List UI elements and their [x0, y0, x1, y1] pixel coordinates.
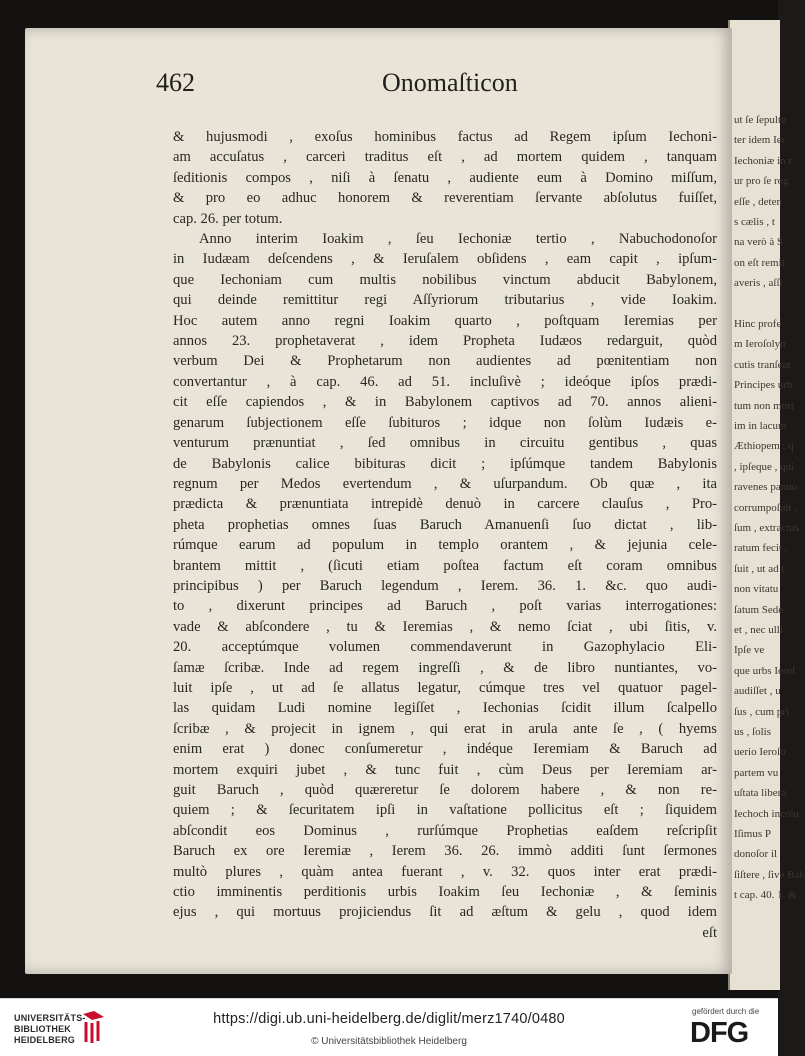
- text-line: prædicta & prænuntiata intrepidè denuò in carcere clauſus , Pro-: [173, 496, 717, 513]
- text-line: ſcribæ , & projecit in ignem , qui erat in arula ante ſe , ( hyems: [173, 720, 717, 737]
- facing-page-fragment: donoſor il: [734, 848, 778, 861]
- text-line: brantem mittit , (ſicuti etiam poſtea factum eſt coram omnibus: [173, 557, 717, 574]
- text-line: to , dixerunt principes ad Baruch , poſt varias interrogationes:: [173, 598, 717, 615]
- facing-page-fragment: ut ſe ſepultu: [734, 114, 787, 126]
- facing-page-fragment: ter idem Ier: [734, 134, 786, 147]
- library-name-line1: UNIVERSITÄTS-: [14, 1013, 86, 1023]
- text-line: Baruch ex ore Ieremiæ , Ierem 36. 26. immò additi ſunt ſermones: [173, 843, 717, 860]
- funding-label: gefördert durch die: [692, 1007, 760, 1016]
- text-line: multò plures , quàm antea fuerant , v. 32. quos inter erat prædi-: [173, 863, 717, 880]
- facing-page-fragment: eſſe , deten: [734, 195, 782, 208]
- text-line: pheta prophetias omnes ſuas Baruch Amanuenſi ſuo dictat , lib-: [173, 516, 717, 533]
- text-line: eſt: [702, 924, 717, 941]
- text-line: verbum Dei & Prophetarum non audientes ad pœnitentiam non: [173, 353, 717, 370]
- facing-page-fragment: cutis tranſeat: [734, 358, 791, 371]
- facing-page-fragment: Iechoniæ in r: [734, 154, 793, 167]
- facing-page-fragment: que urbs Ieroſ: [734, 664, 796, 677]
- facing-page-fragment: na verò à S: [734, 236, 784, 249]
- copyright-notice: © Universitätsbibliothek Heidelberg: [311, 1036, 467, 1047]
- facing-page-fragment: ſuit , ut ad (: [734, 562, 786, 575]
- text-line: ejus , qui mortuus projiciendus ſit ad æſtum & gelu , quod idem: [173, 904, 717, 921]
- facing-page-fragment: Ipſe ve: [734, 644, 765, 657]
- running-head: Onomaſticon: [382, 68, 518, 97]
- text-line: ctio imminentis perditionis urbis Ioakim ſeu Iechoniæ , & ſeminis: [173, 884, 717, 901]
- facing-page-fragment: t cap. 40. 1. &: [734, 889, 797, 902]
- text-line: cap. 26. per totum.: [173, 210, 283, 227]
- facing-page-fragment: ſum , extractus: [734, 522, 800, 534]
- text-line: am accuſatus , carceri traditus eſt , ad mortem quidem , tanquam: [173, 149, 717, 166]
- text-line: quiem ; & ſecuritatem ipſi in vaſtatione pollicitus eſt ; ſiquidem: [173, 802, 717, 819]
- text-line: ſeditionis compos , niſi à ſenatu , audiente eum à Domino miſſum,: [173, 169, 717, 186]
- text-line: cit eſſe capiendos , & in Babylonem captivos ad 70. annos alieni-: [173, 394, 717, 411]
- text-line: las quidam Ludi nomine legiſſet , Iechonias ſcidit illum ſcalpello: [173, 700, 717, 717]
- facing-page-fragment: tum non mort: [734, 399, 794, 412]
- facing-page-fragment: ur pro ſe rog: [734, 175, 789, 188]
- facing-page-fragment: s cælis , t: [734, 216, 775, 228]
- text-line: qui deinde remittitur regi Aſſyriorum tributarius , vide Ioakim.: [173, 292, 717, 309]
- viewer-footer: [0, 998, 778, 1056]
- facing-page-fragment: et , nec ulli: [734, 624, 783, 636]
- facing-page-fragment: Æthiopem , q: [734, 440, 794, 453]
- text-line: regnum per Medos evertendum , & uſurpandum. Ob quæ , ita: [173, 475, 717, 492]
- text-line: & pro eo adhuc honorem & reverentiam ſervante abſolutus fuiſſet,: [173, 190, 717, 207]
- facing-page-fragment: m Ieroſolyn: [734, 338, 786, 351]
- facing-page-fragment: ratum fecit ,: [734, 542, 788, 555]
- facing-page-edge: [728, 20, 805, 990]
- facing-page-fragment: uerio Ieroſo: [734, 746, 786, 759]
- facing-page-fragment: corrumpoſuit ,: [734, 501, 797, 514]
- text-line: enim erat ) donec conſumeretur , indéque Ieremiam & Baruch ad: [173, 741, 717, 758]
- text-line: ſamæ ſcribæ. Inde ad regem ingreſſi , & de libro nuntiantes, vo-: [173, 659, 717, 676]
- text-line: Anno interim Ioakim , ſeu Iechoniæ tertio , Nabuchodonoſor: [199, 231, 717, 248]
- facing-page-fragment: ſus , cum pri: [734, 705, 789, 718]
- text-line: luit ipſe , ut ad ſe allatus legatur, cúmque tres vel quatuor pagel-: [173, 679, 717, 696]
- facing-page-fragment: , ipſeque , qui: [734, 460, 795, 473]
- facing-page-fragment: ſiſtere , ſive Bab: [734, 868, 805, 881]
- text-line: & hujusmodi , exoſus hominibus factus ad Regem ipſum Iechoni-: [173, 129, 717, 145]
- text-line: de Babylonis calice bibituras dicit ; ipſúmque tandem Babylonis: [173, 455, 717, 472]
- facing-page-fragment: averis , aſſi: [734, 277, 783, 290]
- facing-page-fragment: Iſimus P: [734, 828, 771, 840]
- permalink-url[interactable]: https://digi.ub.uni-heidelberg.de/diglit/merz1740/0480: [213, 1011, 565, 1027]
- facing-page-fragment: im in lacum: [734, 420, 787, 432]
- text-line: rúmque earum ad populum in templo orantem , & jejunia cele-: [173, 537, 717, 554]
- book-page: [25, 28, 732, 974]
- text-line: in Iudæam deſcendens , & Ieruſalem obſidens , eam capit , ipſum-: [173, 251, 717, 268]
- library-name-line2: BIBLIOTHEK: [14, 1024, 71, 1034]
- text-line: principibus ) per Baruch legendum , Ierem. 36. 1. &c. quo audi-: [173, 577, 717, 594]
- text-line: genarum ſubjectionem eſſe ſubituros ; idque non ſolùm Iudæis e-: [173, 414, 717, 431]
- text-line: Hoc autem anno regni Ioakim quarto , poſtquam Ieremias per: [173, 312, 717, 329]
- facing-page-fragment: us , ſolis: [734, 726, 771, 738]
- text-line: guit Baruch , quòd quæreretur ſe dolorem habere , & non re-: [173, 782, 717, 798]
- facing-page-fragment: ravenes panno: [734, 481, 798, 494]
- text-line: que Iechoniam cum multis nobilibus vinctum abducit Babylonem,: [173, 271, 717, 288]
- facing-page-fragment: Principes urb: [734, 379, 793, 392]
- text-line: vade & abſcondere , tu & Ieremias , & nemo ſciat , ubi ſitis, v.: [173, 618, 717, 635]
- page-number: 462: [156, 68, 195, 97]
- facing-page-fragment: audiſſet , u: [734, 685, 781, 698]
- library-name-line3: HEIDELBERG: [14, 1035, 76, 1045]
- body-text: [173, 127, 717, 943]
- facing-page-fragment: on eſt remiſ: [734, 256, 785, 269]
- text-line: convertantur , à cap. 46. ad 51. incluſivè ; ideóque ipſos prædi-: [173, 373, 717, 390]
- dfg-logo[interactable]: DFG: [690, 1017, 749, 1049]
- text-line: 20. acceptúmque volumen commendaverunt in Gazophylacio Eli-: [173, 639, 717, 656]
- facing-page-fragment: uſtata libera: [734, 787, 787, 800]
- text-line: abſcondit eos Dominus , rurſúmque Prophetias eaſdem reſcripſit: [173, 822, 717, 839]
- text-line: venturum prænuntiat , ſed omnibus in circuitu gentibus , quas: [173, 435, 717, 452]
- text-line: annos 23. prophetaverat , idem Propheta Iudæos redarguit, quòd: [173, 333, 717, 350]
- facing-page-fragment: Hinc profe: [734, 318, 782, 330]
- text-line: mortem exquiri jubet , & tunc fuit , cùm Deus per Ieremiam ar-: [173, 761, 717, 778]
- facing-page-fragment: partem vu: [734, 766, 779, 779]
- facing-page-fragment: non vitatu: [734, 583, 779, 596]
- facing-page-fragment: ſatum Sede: [734, 603, 784, 616]
- facing-page-fragment: Iechoch incolu: [734, 807, 800, 820]
